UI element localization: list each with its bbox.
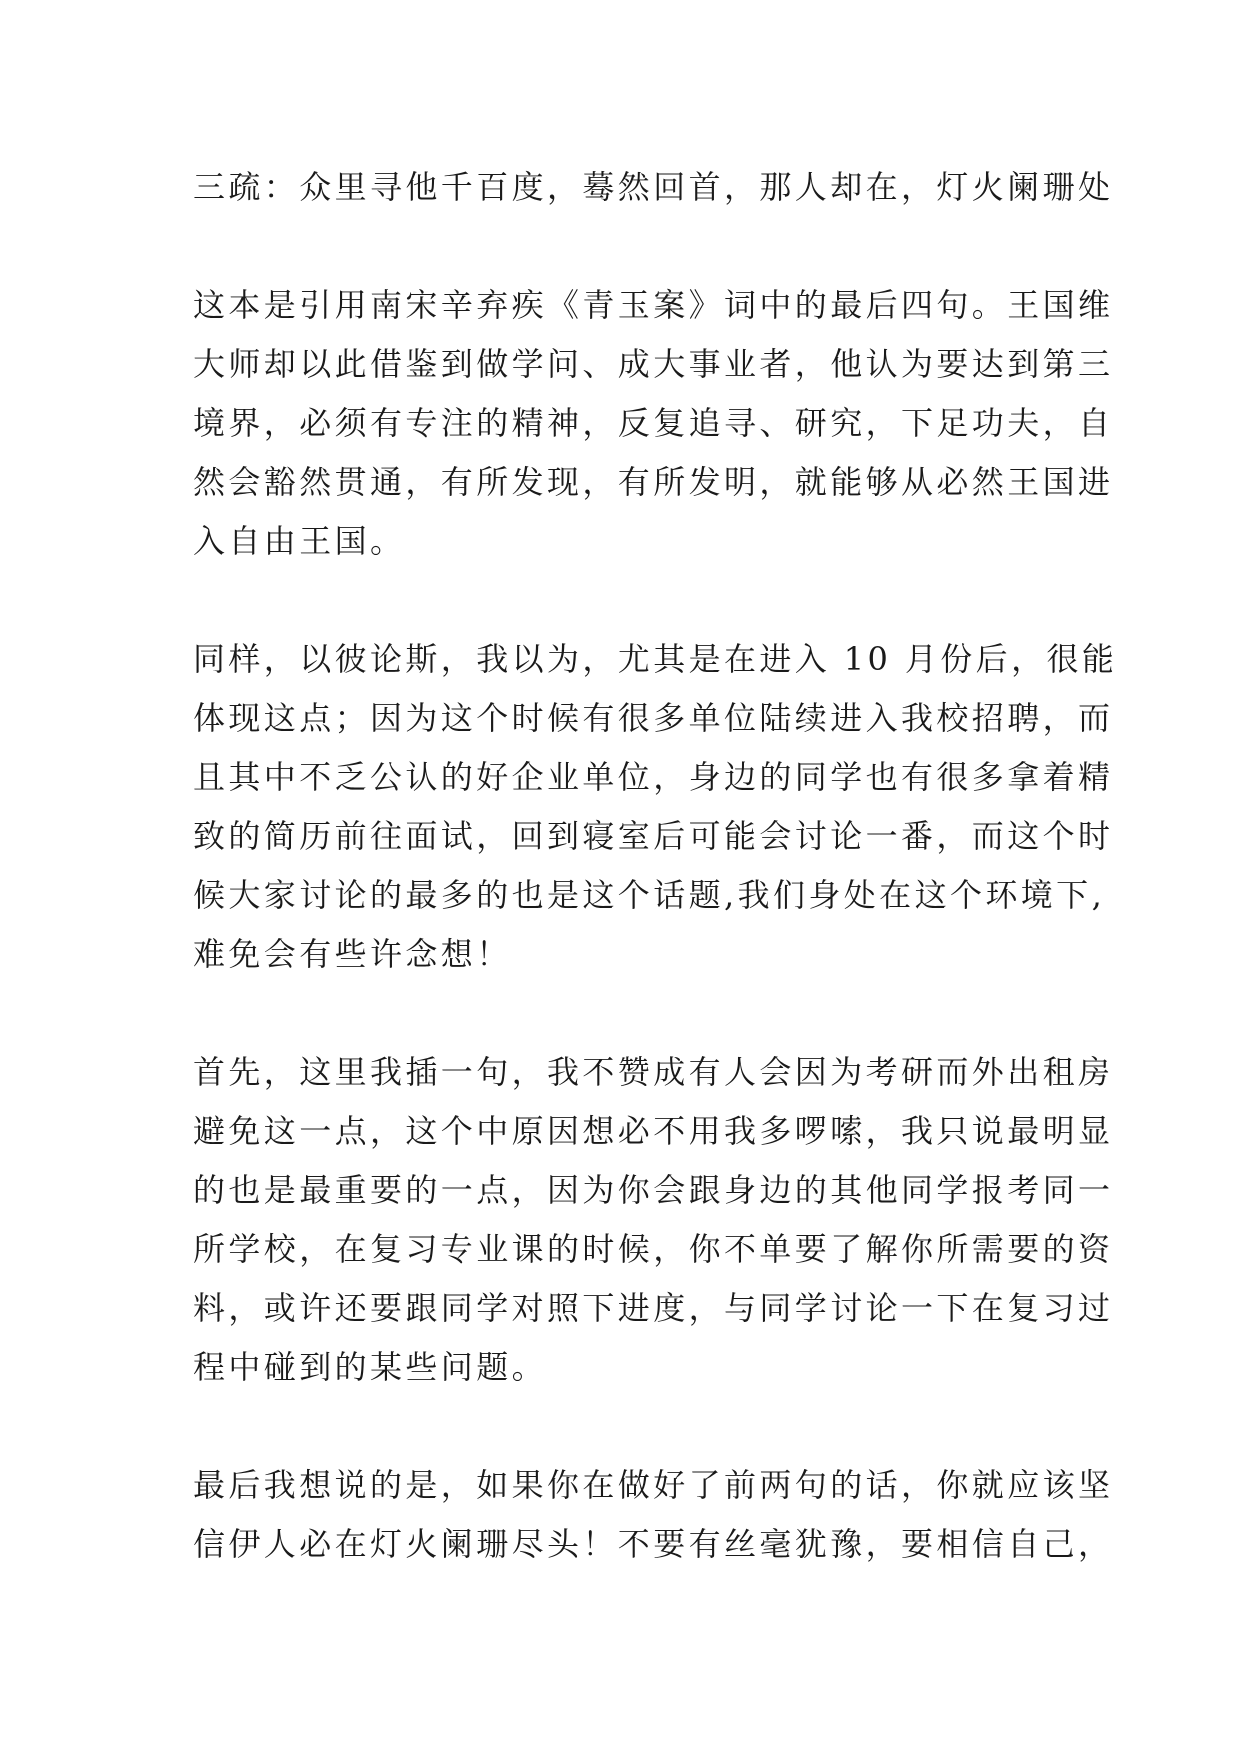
paragraph-line: 候大家讨论的最多的也是这个话题,我们身处在这个环境下,	[193, 876, 1106, 914]
paragraph-line: 且其中不乏公认的好企业单位，身边的同学也有很多拿着精	[193, 758, 1114, 796]
paragraph-line: 难免会有些许念想！	[193, 935, 512, 973]
paragraph-line: 致的简历前往面试，回到寝室后可能会讨论一番，而这个时	[193, 817, 1114, 855]
paragraph-line: 料，或许还要跟同学对照下进度，与同学讨论一下在复习过	[193, 1289, 1114, 1327]
document-body	[193, 158, 1118, 1633]
paragraph-line: 首先，这里我插一句，我不赞成有人会因为考研而外出租房	[193, 1053, 1114, 1091]
paragraph-line: 所学校，在复习专业课的时候，你不单要了解你所需要的资	[193, 1230, 1114, 1268]
paragraph-1	[193, 158, 1114, 217]
paragraph-3	[193, 630, 1118, 984]
paragraph-line: 避免这一点，这个中原因想必不用我多啰嗦，我只说最明显	[193, 1112, 1114, 1150]
paragraph-2	[193, 276, 1114, 571]
paragraph-line: 程中碰到的某些问题。	[193, 1348, 548, 1386]
paragraph-line: 这本是引用南宋辛弃疾《青玉案》词中的最后四句。王国维	[193, 286, 1114, 324]
paragraph-line: 的也是最重要的一点，因为你会跟身边的其他同学报考同一	[193, 1171, 1114, 1209]
paragraph-line: 最后我想说的是，如果你在做好了前两句的话，你就应该坚	[193, 1466, 1114, 1504]
paragraph-line: 同样，以彼论斯，我以为，尤其是在进入 10 月份后，很能	[193, 640, 1118, 678]
paragraph-line: 大师却以此借鉴到做学问、成大事业者，他认为要达到第三	[193, 345, 1114, 383]
paragraph-line: 然会豁然贯通，有所发现，有所发明，就能够从必然王国进	[193, 463, 1114, 501]
paragraph-line: 境界，必须有专注的精神，反复追寻、研究，下足功夫，自	[193, 404, 1114, 442]
paragraph-line: 体现这点；因为这个时候有很多单位陆续进入我校招聘，而	[193, 699, 1114, 737]
paragraph-4	[193, 1043, 1114, 1397]
paragraph-line: 入自由王国。	[193, 522, 406, 560]
paragraph-line: 信伊人必在灯火阑珊尽头！不要有丝毫犹豫，要相信自己，	[193, 1525, 1114, 1563]
paragraph-5	[193, 1456, 1114, 1574]
paragraph-line: 三疏：众里寻他千百度，蓦然回首，那人却在，灯火阑珊处	[193, 168, 1114, 206]
